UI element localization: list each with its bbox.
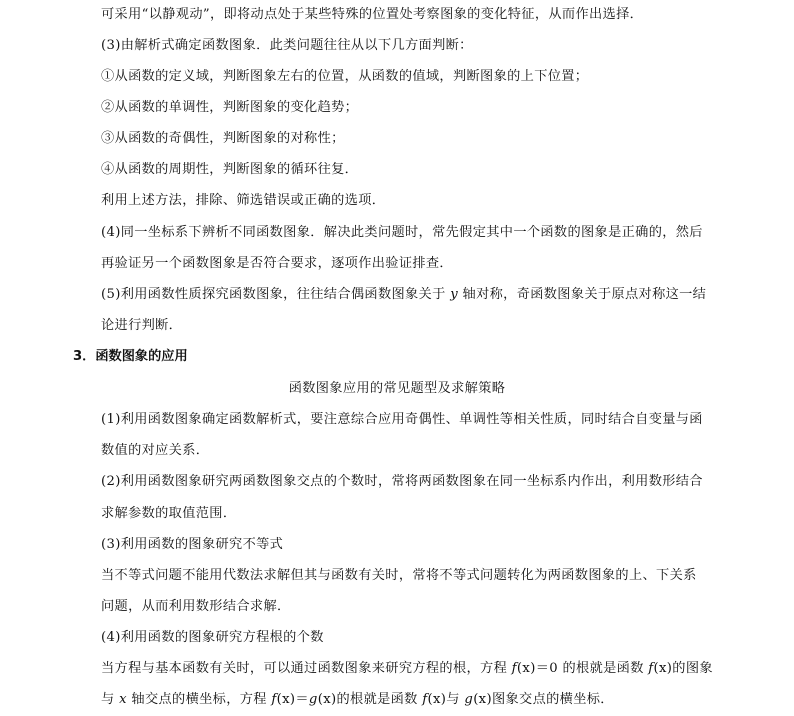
text-line: 数值的对应关系．: [101, 443, 210, 458]
math-argument: (x): [653, 661, 673, 676]
text-line: 当不等式问题不能用代数法求解但其与函数有关时，常将不等式问题转化为两函数图象的上、下关系: [101, 568, 697, 583]
math-argument: (x): [276, 692, 296, 707]
section-heading: 3．函数图象的应用: [73, 349, 188, 364]
text-line: (3)利用函数的图象研究不等式: [101, 537, 284, 552]
text-fragment: ＝: [295, 692, 309, 707]
math-function-g: g: [308, 692, 318, 707]
text-fragment: 的图象: [672, 661, 713, 676]
math-variable-x: x: [119, 692, 127, 707]
math-variable-y: y: [450, 287, 458, 302]
text-line: (4)同一坐标系下辨析不同函数图象．解决此类问题时，常先假定其中一个函数的图象是正确的，然后: [101, 225, 703, 240]
text-fragment: (5)利用函数性质探究函数图象，往往结合偶函数图象关于: [101, 287, 446, 302]
text-fragment: 当方程与基本函数有关时，可以通过函数图象来研究方程的根，方程: [101, 661, 512, 676]
math-function-f: f: [511, 661, 517, 676]
math-function-g: g: [464, 692, 474, 707]
text-line: ②从函数的单调性，判断图象的变化趋势；: [101, 100, 359, 115]
text-fragment: 的根就是函数: [336, 692, 423, 707]
text-line: 再验证另一个函数图象是否符合要求，逐项作出验证排查．: [101, 256, 453, 271]
text-line: (4)利用函数的图象研究方程根的个数: [101, 630, 324, 645]
math-text-line: [101, 691, 614, 709]
math-function-f: f: [648, 661, 654, 676]
math-argument: (x): [473, 692, 492, 707]
text-line: 利用上述方法，排除、筛选错误或正确的选项．: [101, 193, 386, 208]
math-text-line: [101, 660, 713, 678]
math-argument: (x): [516, 661, 536, 676]
text-line: 求解参数的取值范围．: [101, 506, 237, 521]
text-line: (3)由解析式确定函数图象．此类问题往往从以下几方面判断：: [101, 38, 473, 53]
math-argument: (x): [317, 692, 337, 707]
text-fragment: 图象交点的横坐标．: [491, 692, 614, 707]
text-line: (2)利用函数图象研究两函数图象交点的个数时，常将两函数图象在同一坐标系内作出，利用数形结合: [101, 474, 703, 489]
text-line: 问题，从而利用数形结合求解．: [101, 599, 291, 614]
text-fragment: 轴交点的横坐标，方程: [126, 692, 272, 707]
text-line: ③从函数的奇偶性，判断图象的对称性；: [101, 131, 345, 146]
text-line: 论进行判断．: [101, 318, 183, 333]
math-argument: (x): [427, 692, 447, 707]
text-fragment: 与: [446, 692, 465, 707]
text-line: (1)利用函数图象确定函数解析式，要注意综合应用奇偶性、单调性等相关性质，同时结合自变量与函: [101, 412, 703, 427]
text-line: 可采用“以静观动”，即将动点处于某些特殊的位置处考察图象的变化特征，从而作出选择．: [101, 7, 644, 22]
text-fragment: 与: [101, 692, 120, 707]
text-fragment: ＝0 的根就是函数: [535, 661, 649, 676]
centered-subtitle: 函数图象应用的常见题型及求解策略: [288, 381, 506, 396]
text-line: ④从函数的周期性，判断图象的循环往复．: [101, 162, 359, 177]
math-function-f: f: [271, 692, 277, 707]
math-function-f: f: [422, 692, 428, 707]
text-fragment: 轴对称，奇函数图象关于原点对称这一结: [462, 287, 707, 302]
text-line: ①从函数的定义域，判断图象左右的位置，从函数的值域，判断图象的上下位置；: [101, 69, 589, 84]
text-line: [101, 286, 706, 304]
